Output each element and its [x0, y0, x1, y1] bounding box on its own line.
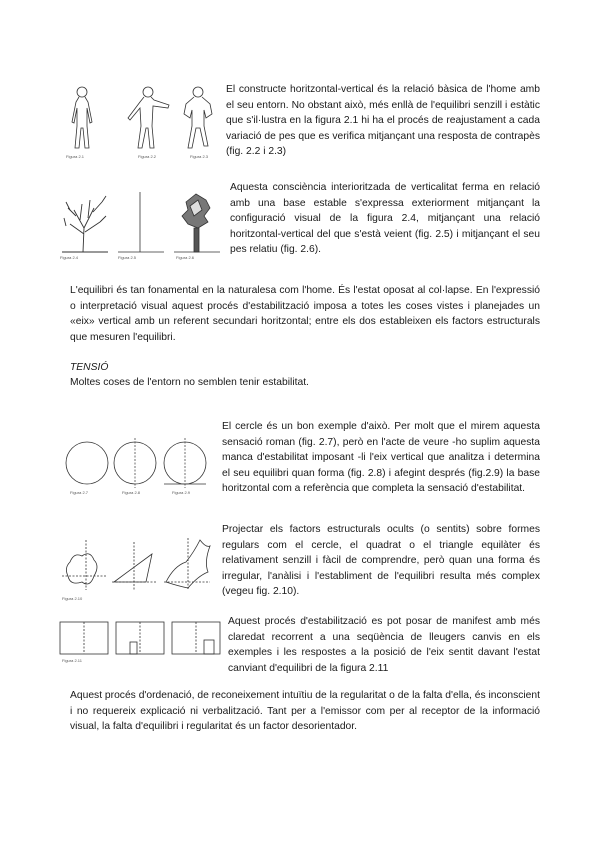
figure-2-1	[62, 84, 102, 154]
paragraph-7: Aquest procés d'estabilització es pot posar de manifest amb més claredat recorrent a una seqüència de lleugers canvis en els exemples i les respostes a la posició de l'eix sentit davant l'estat canviant d'equilibri de la figura 2.11	[228, 616, 540, 674]
figure-2-7	[62, 438, 112, 488]
paragraph-8: Aquest procés d'ordenació, de reconeixement intuïtiu de la regularitat o de la falta d'ella, és inconscient i no requereix explicació ni verbalització. Tant per a l'emissor com per al receptor de la informació visual, la falta d'equilibri i regularitat és un factor desorientador.	[70, 690, 540, 732]
paragraph-6: Projectar els factors estructurals ocults (o sentits) sobre formes regulars com el cercle, el quadrat o el triangle equilàter és relativament senzill i fàcil de comprendre, però quan una forma és irregular, l'anàlisi i l'establiment de l'equilibri resulta més complex (vegeu fig. 2.10).	[222, 524, 540, 597]
paragraph-5: El cercle és un bon exemple d'això. Per molt que el mirem aquesta sensació roman (fig. 2.7), però en l'acte de veure -ho suplim aquesta manca d'estabilitat imposant -li l'eix vertical que analitza i determina el seu equilibri quan forma (fig. 2.8) i afegint després (fig.2.9) la base horitzontal com a referència que completa la sensació d'estabilitat.	[222, 421, 540, 494]
caption-2-7: Figura 2.7	[70, 490, 89, 495]
figure-2-5	[116, 188, 166, 258]
caption-2-11: Figura 2.11	[62, 658, 82, 663]
caption-2-2: Figura 2.2	[138, 154, 157, 159]
figure-2-6	[172, 188, 222, 258]
caption-2-3: Figura 2.3	[190, 154, 209, 159]
paragraph-1: El constructe horitzontal-vertical és la relació bàsica de l'home amb el seu entorn. No obstant això, més enllà de l'equilibri senzill i estàtic que s'il·lustra en la figura 2.1 hi ha el procés de reajustament a cada variació de pes que es verifica mitjançant una resposta de contrapès (fig. 2.2 i 2.3)	[226, 84, 540, 157]
caption-2-8: Figura 2.8	[122, 490, 141, 495]
caption-2-10: Figura 2.10	[62, 596, 83, 601]
figure-2-8	[110, 436, 160, 490]
figure-2-9	[160, 436, 210, 490]
caption-2-5: Figura 2.5	[118, 255, 137, 260]
caption-2-9: Figura 2.9	[172, 490, 191, 495]
caption-2-4: Figura 2.4	[60, 255, 79, 260]
paragraph-3: L'equilibri és tan fonamental en la naturalesa com l'home. És l'estat oposat al col·lapse. En l'expressió o interpretació visual aquest procés d'estabilització imposa a totes les coses vistes i planejades un «eix» vertical amb un referent secundari horitzontal; entre els dos estableixen els factors estructurals que mesuren l'equilibri.	[70, 285, 540, 343]
caption-2-1: Figura 2.1	[66, 154, 85, 159]
figure-2-2	[122, 84, 174, 154]
paragraph-2: Aquesta consciència interioritzada de verticalitat ferma en relació amb una base estable s'expressa exteriorment mitjançant la configuració visual de la figura 2.4, mitjançant una relació horitzontal-vertical del que s'està veient (fig. 2.5) i mitjançant el seu pes relatiu (fig. 2.6).	[230, 182, 540, 255]
figure-2-4	[60, 188, 110, 258]
figure-2-10	[60, 532, 215, 598]
figure-2-11	[58, 618, 224, 658]
paragraph-4: Moltes coses de l'entorn no semblen tenir estabilitat.	[70, 377, 309, 388]
heading-tensio: TENSIÓ	[70, 362, 109, 373]
caption-2-6: Figura 2.6	[176, 255, 195, 260]
figure-2-3	[178, 84, 218, 154]
